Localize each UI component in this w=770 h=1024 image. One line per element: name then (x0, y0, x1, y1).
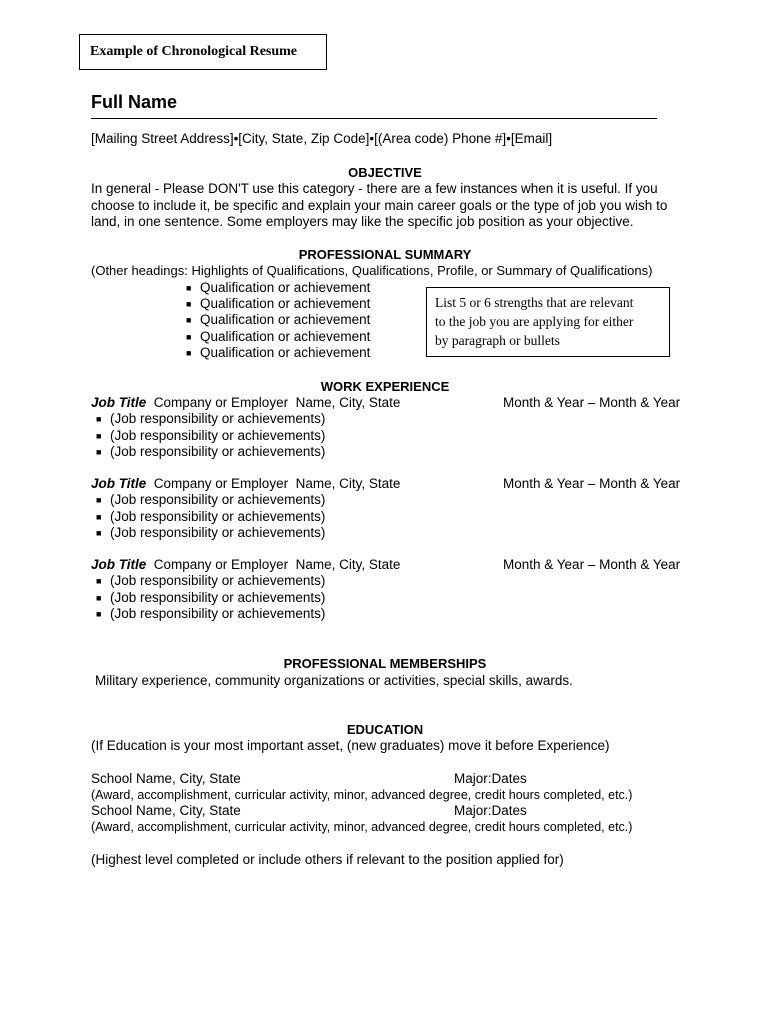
school-detail: (Award, accomplishment, curricular activity, minor, advanced degree, credit hours completed, etc.) (91, 788, 633, 802)
bullet-icon: ■ (96, 609, 102, 619)
job-item: ■ (Job responsibility or achievements) (96, 573, 326, 588)
education-footer: (Highest level completed or include others if relevant to the position applied for) (91, 852, 564, 867)
job-item: ■ (Job responsibility or achievements) (96, 606, 326, 621)
job-company: Company or Employer Name, City, State (146, 557, 401, 572)
job-item: ■ (Job responsibility or achievements) (96, 428, 326, 443)
bullet-icon: ■ (96, 431, 102, 441)
objective-line: land, in one sentence. Some employers may like the specific job position as your objective. (91, 214, 634, 229)
job-item: ■ (Job responsibility or achievements) (96, 411, 326, 426)
bullet-icon: ■ (186, 283, 192, 293)
bullet-icon: ■ (96, 512, 102, 522)
school-major: Major:Dates (454, 803, 527, 818)
job-header (91, 394, 400, 411)
job-company: Company or Employer Name, City, State (146, 476, 401, 491)
job-title: Job Title (91, 476, 147, 491)
education-note: (If Education is your most important asset, (new graduates) move it before Experience) (91, 738, 610, 753)
bullet-icon: ■ (96, 414, 102, 424)
job-item: ■ (Job responsibility or achievements) (96, 590, 326, 605)
strengths-note-line: by paragraph or bullets (435, 333, 560, 348)
bullet-icon: ■ (96, 495, 102, 505)
document-title: Example of Chronological Resume (90, 44, 298, 59)
contact-line: [Mailing Street Address]•[City, State, Zip Code]•[(Area code) Phone #]•[Email] (91, 131, 553, 146)
bullet-icon: ■ (186, 299, 192, 309)
job-dates: Month & Year – Month & Year (503, 476, 681, 491)
full-name: Full Name (91, 92, 178, 112)
job-item: ■ (Job responsibility or achievements) (96, 509, 326, 524)
job-dates: Month & Year – Month & Year (503, 395, 681, 410)
document-title-box (79, 34, 327, 70)
school-detail: (Award, accomplishment, curricular activity, minor, advanced degree, credit hours completed, etc.) (91, 820, 633, 834)
job-company: Company or Employer Name, City, State (146, 395, 401, 410)
job-dates: Month & Year – Month & Year (503, 557, 681, 572)
summary-item: ■ Qualification or achievement (186, 345, 371, 360)
strengths-note-line: List 5 or 6 strengths that are relevant (435, 295, 634, 310)
education-heading: EDUCATION (346, 722, 424, 737)
job-header (91, 475, 400, 492)
work-heading: WORK EXPERIENCE (320, 379, 450, 394)
bullet-icon: ■ (96, 593, 102, 603)
name-divider (91, 118, 657, 119)
summary-heading: PROFESSIONAL SUMMARY (298, 247, 472, 262)
bullet-icon: ■ (96, 528, 102, 538)
summary-item: ■ Qualification or achievement (186, 296, 371, 311)
strengths-note-box (426, 287, 670, 357)
job-header (91, 556, 400, 573)
bullet-icon: ■ (96, 576, 102, 586)
school-name: School Name, City, State (91, 771, 241, 786)
bullet-icon: ■ (186, 332, 192, 342)
job-title: Job Title (91, 557, 147, 572)
objective-line: In general - Please DON'T use this category - there are a few instances when it is useful. If you (91, 181, 658, 196)
job-title: Job Title (91, 395, 147, 410)
memberships-heading: PROFESSIONAL MEMBERSHIPS (283, 656, 487, 671)
job-item: ■ (Job responsibility or achievements) (96, 444, 326, 459)
memberships-text: Military experience, community organizations or activities, special skills, awards. (95, 673, 573, 688)
strengths-note-line: to the job you are applying for either (435, 314, 634, 329)
bullet-icon: ■ (186, 315, 192, 325)
objective-line: choose to include it, be specific and explain your main career goals or the type of job you wish to (91, 198, 668, 213)
bullet-icon: ■ (186, 348, 192, 358)
objective-heading: OBJECTIVE (348, 165, 422, 180)
school-major: Major:Dates (454, 771, 527, 786)
summary-item: ■ Qualification or achievement (186, 329, 371, 344)
school-name: School Name, City, State (91, 803, 241, 818)
summary-item: ■ Qualification or achievement (186, 280, 371, 295)
job-item: ■ (Job responsibility or achievements) (96, 525, 326, 540)
summary-subheading: (Other headings: Highlights of Qualifications, Qualifications, Profile, or Summary of Qualifications) (91, 263, 653, 278)
job-item: ■ (Job responsibility or achievements) (96, 492, 326, 507)
summary-item: ■ Qualification or achievement (186, 312, 371, 327)
bullet-icon: ■ (96, 447, 102, 457)
